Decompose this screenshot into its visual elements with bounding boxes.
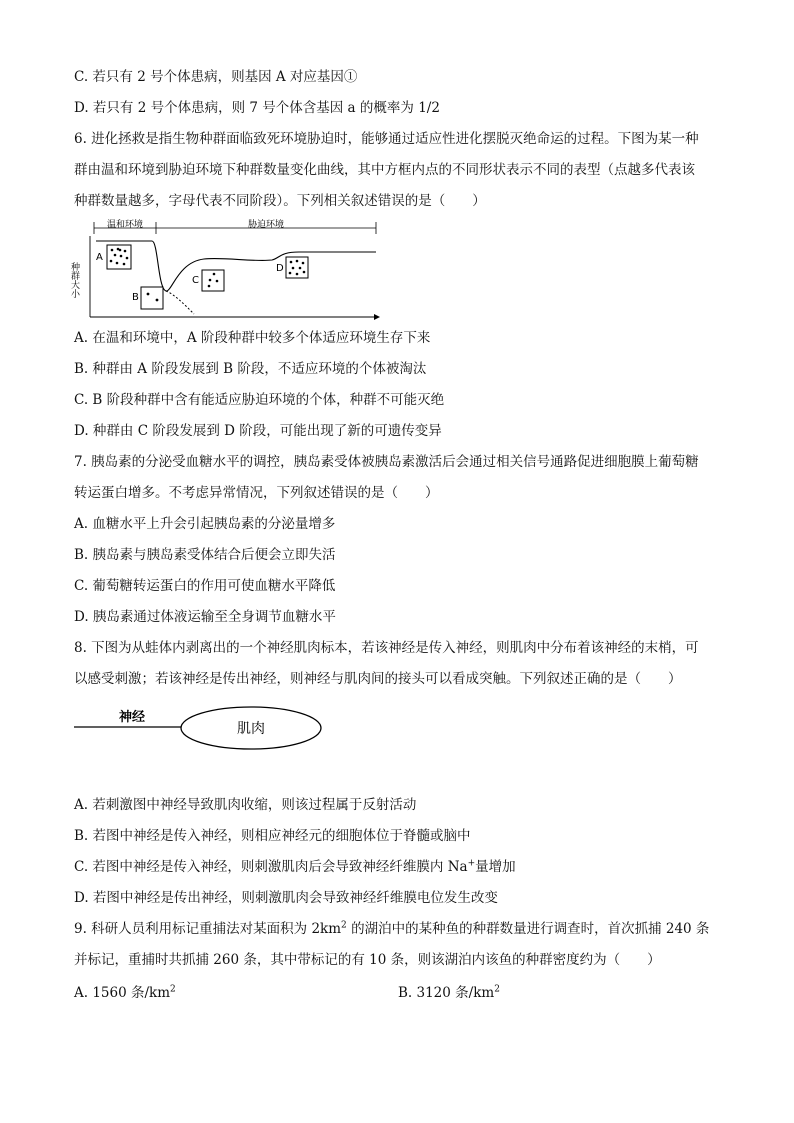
q8-stem-line-1: 8. 下图为从蛙体内剥离出的一个神经肌肉标本，若该神经是传入神经，则肌肉中分布着该神经的末梢，可: [74, 640, 699, 656]
q9-stem-line-2: 并标记，重捕时共抓捕 260 条，其中带标记的有 10 条，则该湖泊内该鱼的种群密度约为（ ）: [74, 952, 661, 968]
population-curve: [96, 241, 376, 291]
stage-b-label: B: [132, 292, 139, 303]
q6-option-d: D. 种群由 C 阶段发展到 D 阶段，可能出现了新的可遗传变异: [74, 423, 442, 439]
q8-stem-line-2: 以感受刺激；若该神经是传出神经，则神经与肌肉间的接头可以看成突触。下列叙述正确的是（ ）: [74, 671, 682, 687]
stage-c-box: [202, 270, 224, 291]
stage-a-label: A: [96, 252, 103, 263]
q8-option-a: A. 若刺激图中神经导致肌肉收缩，则该过程属于反射活动: [74, 797, 417, 813]
q7-stem-line-2: 转运蛋白增多。不考虑异常情况，下列叙述错误的是（ ）: [74, 485, 439, 501]
q6-stem-line-2: 群由温和环境到胁迫环境下种群数量变化曲线，其中方框内点的不同形状表示不同的表型（点越多代表该: [74, 162, 695, 178]
extinction-dashed-curve: [166, 291, 194, 314]
q9-stem-line-1: 9. 科研人员利用标记重捕法对某面积为 $2km^2$ 的湖泊中的某种鱼的种群数量进行调查时，首次抓捕 240 条: [74, 920, 710, 937]
q9-option-b: B. 3120 条$/km^2$: [398, 984, 500, 1001]
env-stress-label: 胁迫环境: [247, 220, 285, 230]
nerve-label: 神经: [118, 710, 146, 725]
q5-option-c: C. 若只有 2 号个体患病，则基因 A 对应基因①: [74, 69, 358, 85]
q7-option-a: A. 血糖水平上升会引起胰岛素的分泌量增多: [74, 516, 336, 532]
q6-option-a: A. 在温和环境中，A 阶段种群中较多个体适应环境生存下来: [74, 330, 431, 346]
q6-stem-line-1: 6. 进化拯救是指生物种群面临致死环境胁迫时，能够通过适应性进化摆脱灭绝命运的过程。下图为某一种: [74, 131, 699, 147]
q8-option-d: D. 若图中神经是传出神经，则刺激肌肉会导致神经纤维膜电位发生改变: [74, 890, 498, 906]
q7-option-c: C. 葡萄糖转运蛋白的作用可使血糖水平降低: [74, 578, 336, 594]
stage-c-label: C: [192, 275, 199, 286]
q8-option-b: B. 若图中神经是传入神经，则相应神经元的细胞体位于脊髓或脑中: [74, 828, 471, 844]
q6-option-c: C. B 阶段种群中含有能适应胁迫环境的个体，种群不可能灭绝: [74, 392, 445, 408]
y-axis-label: 种群大小: [69, 262, 79, 298]
env-mild-label: 温和环境: [106, 220, 144, 230]
stage-b-box: [141, 287, 163, 309]
q5-option-d: D. 若只有 2 号个体患病，则 7 号个体含基因 a 的概率为 1/2: [74, 100, 440, 116]
q7-stem-line-1: 7. 胰岛素的分泌受血糖水平的调控，胰岛素受体被胰岛素激活后会通过相关信号通路促进细胞膜上葡萄糖: [74, 454, 699, 470]
q7-option-b: B. 胰岛素与胰岛素受体结合后便会立即失活: [74, 547, 336, 563]
stage-d-label: D: [276, 263, 284, 274]
q9-option-a: A. 1560 条$/km^2$: [74, 984, 176, 1001]
nerve-muscle-figure: [74, 700, 334, 755]
muscle-label: 肌肉: [237, 721, 265, 737]
q7-option-d: D. 胰岛素通过体液运输至全身调节血糖水平: [74, 609, 336, 625]
population-curve-figure: [69, 214, 384, 324]
q6-stem-line-3: 种群数量越多，字母代表不同阶段）。下列相关叙述错误的是（ ）: [74, 193, 486, 209]
q8-option-c: C. 若图中神经是传入神经，则刺激肌肉后会导致神经纤维膜内 Na+量增加: [74, 858, 516, 875]
q6-option-b: B. 种群由 A 阶段发展到 B 阶段，不适应环境的个体被淘汰: [74, 361, 427, 377]
